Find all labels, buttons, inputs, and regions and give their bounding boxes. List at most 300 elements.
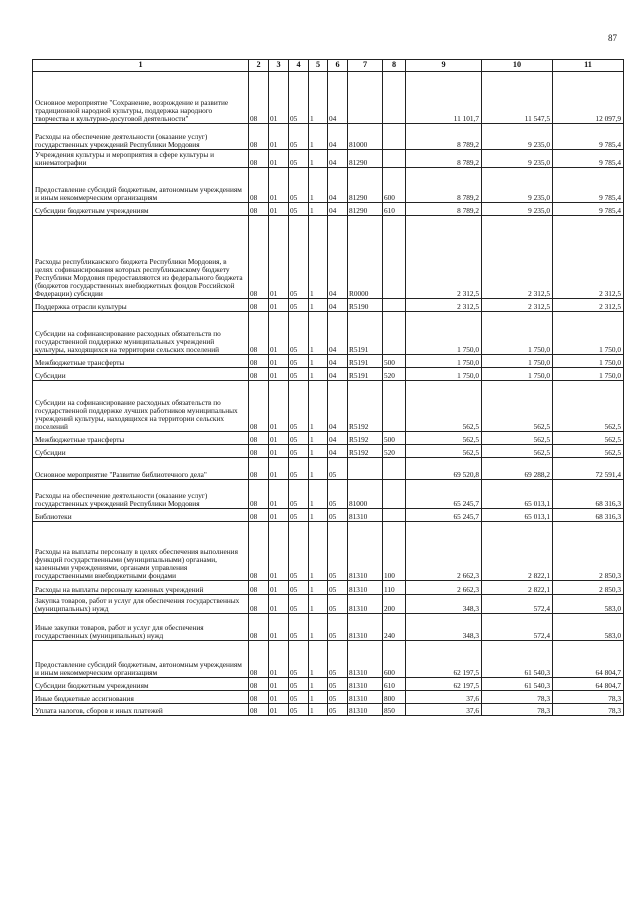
amount-col10: 9 235,0: [482, 203, 553, 216]
amount-col11: 2 312,5: [553, 216, 624, 299]
code-program-1: 1: [309, 216, 328, 299]
code-program-2: 05: [328, 678, 348, 691]
amount-col11: 562,5: [553, 432, 624, 445]
code-program-1: 1: [309, 522, 328, 581]
code-expense-type: [383, 480, 406, 509]
row-name: Учреждения культуры и мероприятия в сфере культуры и кинематографии: [33, 150, 249, 168]
code-section: 01: [269, 704, 289, 716]
code-ministry: 08: [249, 704, 269, 716]
code-program-1: 1: [309, 691, 328, 704]
code-program-2: 04: [328, 312, 348, 355]
amount-col10: 572,4: [482, 595, 553, 614]
code-program-2: 04: [328, 299, 348, 312]
row-name: Субсидии бюджетным учреждениям: [33, 203, 249, 216]
code-section: 01: [269, 691, 289, 704]
code-expense-type: 200: [383, 595, 406, 614]
col-header-9: 9: [406, 60, 482, 72]
code-program-1: 1: [309, 704, 328, 716]
code-subsection: 05: [289, 168, 309, 203]
amount-col9: 1 750,0: [406, 312, 482, 355]
amount-col10: 562,5: [482, 432, 553, 445]
amount-col11: 68 316,3: [553, 509, 624, 522]
code-direction: 81310: [348, 509, 383, 522]
amount-col11: 78,3: [553, 704, 624, 716]
code-program-2: 05: [328, 509, 348, 522]
code-program-1: 1: [309, 641, 328, 678]
code-section: 01: [269, 368, 289, 381]
table-row: [33, 124, 624, 150]
amount-col9: 8 789,2: [406, 168, 482, 203]
row-name: Межбюджетные трансферты: [33, 432, 249, 445]
code-expense-type: [383, 381, 406, 432]
code-program-2: 05: [328, 641, 348, 678]
code-ministry: 08: [249, 216, 269, 299]
table-row: [33, 368, 624, 381]
code-program-1: 1: [309, 355, 328, 368]
amount-col11: 68 316,3: [553, 480, 624, 509]
code-direction: R5190: [348, 299, 383, 312]
code-program-2: 05: [328, 480, 348, 509]
code-expense-type: [383, 150, 406, 168]
code-expense-type: [383, 458, 406, 480]
code-ministry: 08: [249, 691, 269, 704]
amount-col10: 65 013,1: [482, 480, 553, 509]
code-subsection: 05: [289, 299, 309, 312]
table-row: [33, 480, 624, 509]
code-subsection: 05: [289, 641, 309, 678]
table-row: [33, 299, 624, 312]
code-expense-type: 240: [383, 614, 406, 641]
code-section: 01: [269, 168, 289, 203]
row-name: Библиотеки: [33, 509, 249, 522]
amount-col10: 11 547,5: [482, 72, 553, 124]
code-expense-type: [383, 72, 406, 124]
code-expense-type: 520: [383, 368, 406, 381]
amount-col9: 37,6: [406, 704, 482, 716]
code-program-1: 1: [309, 614, 328, 641]
table-row: [33, 312, 624, 355]
code-program-1: 1: [309, 381, 328, 432]
table-row: [33, 203, 624, 216]
code-program-1: 1: [309, 72, 328, 124]
row-name: Закупка товаров, работ и услуг для обеспечения государственных (муниципальных) нужд: [33, 595, 249, 614]
amount-col9: 348,3: [406, 614, 482, 641]
code-program-2: 04: [328, 381, 348, 432]
code-section: 01: [269, 432, 289, 445]
amount-col10: 572,4: [482, 614, 553, 641]
code-direction: R5191: [348, 368, 383, 381]
col-header-1: 1: [33, 60, 249, 72]
code-direction: 81310: [348, 595, 383, 614]
code-program-2: 04: [328, 203, 348, 216]
code-expense-type: [383, 299, 406, 312]
code-expense-type: 500: [383, 432, 406, 445]
code-expense-type: 100: [383, 522, 406, 581]
amount-col11: 9 785,4: [553, 150, 624, 168]
table-row: [33, 432, 624, 445]
col-header-10: 10: [482, 60, 553, 72]
amount-col9: 562,5: [406, 381, 482, 432]
code-program-1: 1: [309, 678, 328, 691]
amount-col11: 9 785,4: [553, 124, 624, 150]
row-name: Расходы на обеспечение деятельности (оказание услуг) государственных учреждений Республики Мордовия: [33, 124, 249, 150]
code-subsection: 05: [289, 480, 309, 509]
code-direction: R5191: [348, 355, 383, 368]
table-row: [33, 168, 624, 203]
amount-col11: 72 591,4: [553, 458, 624, 480]
amount-col9: 348,3: [406, 595, 482, 614]
code-subsection: 05: [289, 124, 309, 150]
amount-col9: 2 312,5: [406, 216, 482, 299]
code-ministry: 08: [249, 124, 269, 150]
code-program-2: 04: [328, 355, 348, 368]
code-expense-type: 800: [383, 691, 406, 704]
code-direction: 81000: [348, 480, 383, 509]
code-direction: 81310: [348, 581, 383, 595]
amount-col9: 2 662,3: [406, 522, 482, 581]
code-expense-type: [383, 509, 406, 522]
code-subsection: 05: [289, 678, 309, 691]
row-name: Предоставление субсидий бюджетным, автономным учреждениям и иным некоммерческим организациям: [33, 641, 249, 678]
code-ministry: 08: [249, 368, 269, 381]
amount-col10: 9 235,0: [482, 150, 553, 168]
code-ministry: 08: [249, 522, 269, 581]
code-subsection: 05: [289, 614, 309, 641]
code-program-2: 05: [328, 691, 348, 704]
code-program-1: 1: [309, 168, 328, 203]
code-direction: 81290: [348, 150, 383, 168]
row-name: Расходы на обеспечение деятельности (оказание услуг) государственных учреждений Республики Мордовия: [33, 480, 249, 509]
col-header-11: 11: [553, 60, 624, 72]
code-section: 01: [269, 299, 289, 312]
table-row: [33, 509, 624, 522]
amount-col11: 2 850,3: [553, 522, 624, 581]
code-section: 01: [269, 509, 289, 522]
table-row: [33, 458, 624, 480]
table-row: [33, 614, 624, 641]
code-section: 01: [269, 595, 289, 614]
code-subsection: 05: [289, 368, 309, 381]
amount-col10: 562,5: [482, 445, 553, 458]
code-direction: [348, 72, 383, 124]
code-section: 01: [269, 150, 289, 168]
code-section: 01: [269, 72, 289, 124]
code-direction: R5192: [348, 445, 383, 458]
code-section: 01: [269, 678, 289, 691]
amount-col10: 65 013,1: [482, 509, 553, 522]
code-subsection: 05: [289, 509, 309, 522]
code-expense-type: 500: [383, 355, 406, 368]
code-expense-type: [383, 312, 406, 355]
amount-col11: 2 850,3: [553, 581, 624, 595]
amount-col11: 1 750,0: [553, 368, 624, 381]
code-subsection: 05: [289, 355, 309, 368]
amount-col11: 1 750,0: [553, 355, 624, 368]
code-ministry: 08: [249, 678, 269, 691]
amount-col11: 583,0: [553, 614, 624, 641]
amount-col9: 65 245,7: [406, 480, 482, 509]
code-expense-type: 520: [383, 445, 406, 458]
code-program-2: 04: [328, 445, 348, 458]
col-header-5: 5: [309, 60, 328, 72]
amount-col9: 69 520,8: [406, 458, 482, 480]
code-program-1: 1: [309, 299, 328, 312]
amount-col10: 2 822,1: [482, 581, 553, 595]
table-row: [33, 704, 624, 716]
amount-col11: 12 097,9: [553, 72, 624, 124]
code-program-2: 05: [328, 595, 348, 614]
code-section: 01: [269, 203, 289, 216]
code-expense-type: 600: [383, 641, 406, 678]
col-header-4: 4: [289, 60, 309, 72]
code-subsection: 05: [289, 691, 309, 704]
code-expense-type: [383, 216, 406, 299]
amount-col10: 61 540,3: [482, 641, 553, 678]
code-program-2: 04: [328, 432, 348, 445]
amount-col11: 78,3: [553, 691, 624, 704]
code-direction: 81000: [348, 124, 383, 150]
table-row: [33, 72, 624, 124]
row-name: Предоставление субсидий бюджетным, автономным учреждениям и иным некоммерческим организациям: [33, 168, 249, 203]
code-expense-type: 600: [383, 168, 406, 203]
amount-col9: 8 789,2: [406, 150, 482, 168]
row-name: Субсидии: [33, 445, 249, 458]
amount-col10: 2 822,1: [482, 522, 553, 581]
amount-col9: 62 197,5: [406, 641, 482, 678]
amount-col10: 1 750,0: [482, 368, 553, 381]
code-expense-type: [383, 124, 406, 150]
amount-col9: 11 101,7: [406, 72, 482, 124]
col-header-6: 6: [328, 60, 348, 72]
code-program-1: 1: [309, 124, 328, 150]
table-row: [33, 691, 624, 704]
code-subsection: 05: [289, 595, 309, 614]
row-name: Межбюджетные трансферты: [33, 355, 249, 368]
amount-col9: 65 245,7: [406, 509, 482, 522]
table-row: [33, 216, 624, 299]
code-subsection: 05: [289, 704, 309, 716]
code-program-1: 1: [309, 595, 328, 614]
amount-col9: 562,5: [406, 432, 482, 445]
code-ministry: 08: [249, 72, 269, 124]
code-program-2: 05: [328, 704, 348, 716]
code-direction: R5192: [348, 432, 383, 445]
code-direction: R0000: [348, 216, 383, 299]
row-name: Расходы республиканского бюджета Республики Мордовия, в целях софинансирования которых республиканскому бюджету Республики Мордовия предоставляются из федерального бюджета (бюджетов государственных внебюджетных фондов Российской Федерации) субсидии: [33, 216, 249, 299]
code-program-2: 05: [328, 458, 348, 480]
code-program-1: 1: [309, 509, 328, 522]
code-subsection: 05: [289, 581, 309, 595]
code-direction: R5191: [348, 312, 383, 355]
row-name: Поддержка отрасли культуры: [33, 299, 249, 312]
amount-col10: 562,5: [482, 381, 553, 432]
table-row: [33, 595, 624, 614]
code-ministry: 08: [249, 203, 269, 216]
code-program-1: 1: [309, 480, 328, 509]
row-name: Основное мероприятие "Сохранение, возрождение и развитие традиционной народной культуры, поддержка народного творчества и культурно-досуговой деятельности": [33, 72, 249, 124]
amount-col11: 583,0: [553, 595, 624, 614]
amount-col11: 2 312,5: [553, 299, 624, 312]
code-ministry: 08: [249, 458, 269, 480]
code-direction: 81310: [348, 691, 383, 704]
code-ministry: 08: [249, 355, 269, 368]
code-program-2: 04: [328, 368, 348, 381]
amount-col10: 2 312,5: [482, 299, 553, 312]
code-ministry: 08: [249, 480, 269, 509]
code-ministry: 08: [249, 150, 269, 168]
table-body: [33, 72, 624, 716]
code-subsection: 05: [289, 522, 309, 581]
code-program-1: 1: [309, 312, 328, 355]
code-subsection: 05: [289, 216, 309, 299]
amount-col10: 78,3: [482, 704, 553, 716]
code-ministry: 08: [249, 641, 269, 678]
code-subsection: 05: [289, 458, 309, 480]
code-subsection: 05: [289, 72, 309, 124]
col-header-7: 7: [348, 60, 383, 72]
table-row: [33, 355, 624, 368]
code-subsection: 05: [289, 312, 309, 355]
code-direction: 81310: [348, 522, 383, 581]
code-program-1: 1: [309, 368, 328, 381]
amount-col9: 562,5: [406, 445, 482, 458]
amount-col11: 562,5: [553, 445, 624, 458]
code-ministry: 08: [249, 595, 269, 614]
col-header-8: 8: [383, 60, 406, 72]
code-expense-type: 610: [383, 678, 406, 691]
table-row: [33, 581, 624, 595]
code-expense-type: 110: [383, 581, 406, 595]
amount-col11: 9 785,4: [553, 168, 624, 203]
code-ministry: 08: [249, 312, 269, 355]
header-row: [33, 60, 624, 72]
code-program-2: 05: [328, 614, 348, 641]
amount-col11: 1 750,0: [553, 312, 624, 355]
table-row: [33, 381, 624, 432]
code-program-1: 1: [309, 432, 328, 445]
row-name: Основное мероприятие "Развитие библиотечного дела": [33, 458, 249, 480]
code-subsection: 05: [289, 150, 309, 168]
code-ministry: 08: [249, 614, 269, 641]
row-name: Иные закупки товаров, работ и услуг для обеспечения государственных (муниципальных) нужд: [33, 614, 249, 641]
amount-col9: 37,6: [406, 691, 482, 704]
code-ministry: 08: [249, 432, 269, 445]
table-row: [33, 641, 624, 678]
amount-col10: 69 288,2: [482, 458, 553, 480]
row-name: Субсидии бюджетным учреждениям: [33, 678, 249, 691]
code-section: 01: [269, 480, 289, 509]
code-program-2: 04: [328, 168, 348, 203]
code-program-2: 04: [328, 72, 348, 124]
table-row: [33, 678, 624, 691]
code-ministry: 08: [249, 509, 269, 522]
budget-table: [32, 59, 624, 716]
code-section: 01: [269, 355, 289, 368]
table-row: [33, 150, 624, 168]
code-ministry: 08: [249, 168, 269, 203]
code-subsection: 05: [289, 203, 309, 216]
amount-col10: 78,3: [482, 691, 553, 704]
code-program-1: 1: [309, 150, 328, 168]
code-direction: R5192: [348, 381, 383, 432]
code-section: 01: [269, 216, 289, 299]
code-section: 01: [269, 312, 289, 355]
col-header-2: 2: [249, 60, 269, 72]
amount-col11: 562,5: [553, 381, 624, 432]
amount-col10: 9 235,0: [482, 124, 553, 150]
code-program-2: 04: [328, 124, 348, 150]
code-program-1: 1: [309, 458, 328, 480]
row-name: Расходы на выплаты персоналу казенных учреждений: [33, 581, 249, 595]
amount-col9: 2 312,5: [406, 299, 482, 312]
code-program-1: 1: [309, 445, 328, 458]
code-program-2: 04: [328, 216, 348, 299]
amount-col10: 2 312,5: [482, 216, 553, 299]
code-direction: 81310: [348, 641, 383, 678]
code-section: 01: [269, 614, 289, 641]
table-row: [33, 522, 624, 581]
code-subsection: 05: [289, 381, 309, 432]
code-section: 01: [269, 522, 289, 581]
table-row: [33, 445, 624, 458]
code-section: 01: [269, 581, 289, 595]
code-ministry: 08: [249, 381, 269, 432]
code-section: 01: [269, 458, 289, 480]
amount-col9: 62 197,5: [406, 678, 482, 691]
row-name: Субсидии на софинансирование расходных обязательств по государственной поддержке муниципальных учреждений культуры, находящихся на территории сельских поселений: [33, 312, 249, 355]
code-program-2: 05: [328, 522, 348, 581]
amount-col10: 1 750,0: [482, 355, 553, 368]
amount-col9: 2 662,3: [406, 581, 482, 595]
code-program-2: 04: [328, 150, 348, 168]
col-header-3: 3: [269, 60, 289, 72]
code-subsection: 05: [289, 445, 309, 458]
amount-col11: 64 804,7: [553, 641, 624, 678]
amount-col9: 8 789,2: [406, 203, 482, 216]
code-ministry: 08: [249, 445, 269, 458]
code-direction: [348, 458, 383, 480]
code-program-1: 1: [309, 203, 328, 216]
amount-col10: 1 750,0: [482, 312, 553, 355]
code-expense-type: 610: [383, 203, 406, 216]
amount-col10: 61 540,3: [482, 678, 553, 691]
row-name: Субсидии на софинансирование расходных обязательств по государственной поддержке лучших работников муниципальных учреждений культуры, находящихся на территории сельских поселений: [33, 381, 249, 432]
amount-col9: 8 789,2: [406, 124, 482, 150]
code-section: 01: [269, 641, 289, 678]
row-name: Иные бюджетные ассигнования: [33, 691, 249, 704]
amount-col11: 9 785,4: [553, 203, 624, 216]
code-direction: 81290: [348, 168, 383, 203]
row-name: Расходы на выплаты персоналу в целях обеспечения выполнения функций государственными (муниципальными) органами, казенными учреждениями, органами управления государственными внебюджетными фондами: [33, 522, 249, 581]
row-name: Субсидии: [33, 368, 249, 381]
code-ministry: 08: [249, 581, 269, 595]
code-section: 01: [269, 445, 289, 458]
amount-col10: 9 235,0: [482, 168, 553, 203]
code-section: 01: [269, 381, 289, 432]
page-number: 87: [608, 33, 617, 43]
code-direction: 81310: [348, 704, 383, 716]
amount-col9: 1 750,0: [406, 368, 482, 381]
code-program-2: 05: [328, 581, 348, 595]
code-direction: 81310: [348, 678, 383, 691]
amount-col11: 64 804,7: [553, 678, 624, 691]
code-subsection: 05: [289, 432, 309, 445]
code-direction: 81310: [348, 614, 383, 641]
code-ministry: 08: [249, 299, 269, 312]
code-direction: 81290: [348, 203, 383, 216]
code-expense-type: 850: [383, 704, 406, 716]
row-name: Уплата налогов, сборов и иных платежей: [33, 704, 249, 716]
